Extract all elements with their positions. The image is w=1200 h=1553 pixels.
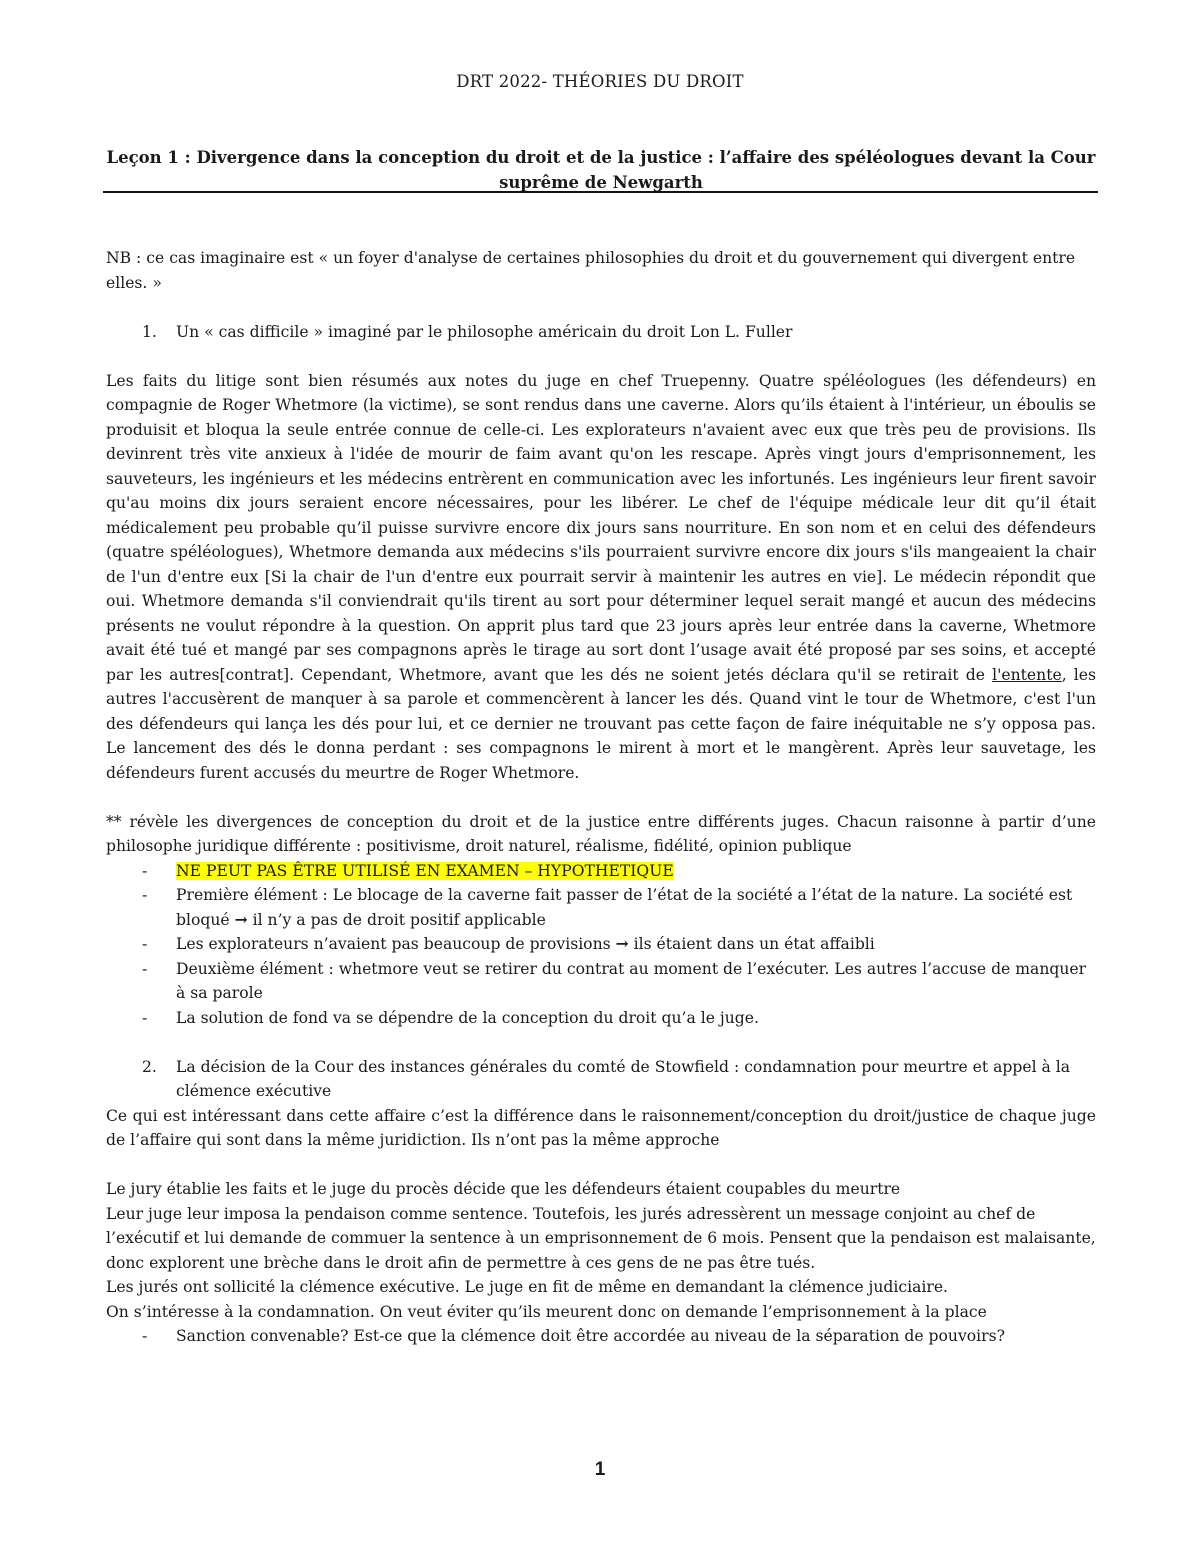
section-1-title: Un « cas difficile » imaginé par le philosophe américain du droit Lon L. Fuller bbox=[176, 322, 793, 341]
jury-line-3: Les jurés ont sollicité la clémence exécutive. Le juge en fit de même en demandant la clémence judiciaire. bbox=[106, 1278, 949, 1296]
section-2-title: La décision de la Cour des instances générales du comté de Stowfield : condamnation pour meurtre et appel à la clémence exécutive bbox=[176, 1057, 1071, 1100]
title-divider bbox=[103, 191, 1098, 193]
dash-marker: - bbox=[142, 1327, 148, 1345]
jury-line-2: Leur juge leur imposa la pendaison comme sentence. Toutefois, les jurés adressèrent un message conjoint au chef de l’exécutif et lui demande de commuer la sentence à un emprisonnement de 6 mois. Pensent que la pendaison est malaisante, donc explorent une brèche dans le droit afin de permettre à ces gens de ne pas être tués. bbox=[106, 1204, 1096, 1272]
list-item bbox=[142, 1006, 1096, 1031]
course-title: DRT 2022- THÉORIES DU DROIT bbox=[456, 72, 744, 91]
highlighted-warning: NE PEUT PAS ÊTRE UTILISÉ EN EXAMEN – HYPOTHETIQUE bbox=[176, 861, 674, 880]
dash-marker: - bbox=[142, 861, 148, 880]
analysis-list bbox=[106, 859, 1096, 1031]
list-item-text: il n’y a pas de droit positif applicable bbox=[247, 910, 546, 929]
list-item bbox=[142, 932, 1096, 957]
section-1-number: 1. bbox=[142, 322, 157, 341]
spacer bbox=[106, 785, 1096, 810]
section-2-heading bbox=[142, 1055, 1096, 1104]
dash-marker: - bbox=[142, 935, 148, 953]
lesson-title: Leçon 1 : Divergence dans la conception du droit et de la justice : l’affaire des spéléologues devant la Cour suprême de Newgarth bbox=[106, 148, 1096, 192]
list-item bbox=[142, 859, 1096, 884]
list-item-text: Deuxième élément : whetmore veut se retirer du contrat au moment de l’exécuter. Les autres l’accuse de manquer à sa parole bbox=[176, 959, 1087, 1002]
facts-paragraph bbox=[106, 369, 1096, 786]
facts-text-end: , les autres l'accusèrent de manquer à sa parole et commencèrent à lancer les dés. Quand vint le tour de Whetmore, c'est l'un des défendeurs qui lança les dés pour lui, et ce dernier ne trouvant pas cette façon de faire inéquitable ne s’y opposa pas. Le lancement des dés le donna perdant : ses compagnons le mirent à mort et le mangèrent. Après leur sauvetage, les défendeurs furent accusés du meurtre de Roger Whetmore. bbox=[106, 665, 1096, 782]
list-item-text: Les explorateurs n’avaient pas beaucoup de provisions bbox=[176, 935, 616, 953]
list-item-text: Première élément : Le blocage de la caverne fait passer de l’état de la société a l’état de la nature. La société est bloqué bbox=[176, 886, 1073, 929]
list-item bbox=[142, 1324, 1096, 1349]
dash-marker: - bbox=[142, 959, 148, 978]
spacer bbox=[106, 295, 1096, 320]
interest-paragraph: Ce qui est intéressant dans cette affaire c’est la différence dans le raisonnement/conception du droit/justice de chaque juge de l’affaire qui sont dans la même juridiction. Ils n’ont pas la même approche bbox=[106, 1106, 1096, 1149]
facts-text-start: Les faits du litige sont bien résumés aux notes du juge en chef Truepenny. Quatre spéléologues (les défendeurs) en compagnie de Roger Whetmore (la victime), se sont rendus dans une caverne. Alors qu’ils étaient à l'intérieur, un éboulis se produisit et bloqua la seule entrée connue de celle-ci. Les explorateurs n'avaient avec eux que très peu de provisions. Ils devinrent très vite anxieux à l'idée de mourir de faim avant qu'on les rescape. Après vingt jours d'emprisonnement, les sauveteurs, les ingénieurs et les médecins entrèrent en communication avec les infortunés. Les ingénieurs leur firent savoir qu'au moins dix jours seraient encore nécessaires, pour les libérer. Le chef de l'équipe médicale leur dit qu’il était médicalement peu probable qu’il puisse survivre encore dix jours sans nourriture. En son nom et en celui des défendeurs (quatre spéléologues), Whetmore demanda aux médecins s'ils pourraient survivre encore dix jours s'ils mangeaient la chair de l'un d'entre eux [Si la chair de l'un d'entre eux pourrait servir à maintenir les autres en vie]. Le médecin répondit que oui. Whetmore demanda s'il conviendrait qu'ils tirent au sort pour déterminer lequel serait mangé et aucun des médecins présents ne voulut répondre à la question. On apprit plus tard que 23 jours après leur entrée dans la caverne, Whetmore avait été tué et mangé par ses compagnons après le tirage au sort dont l’usage avait été proposé par ses soins, et accepté par les autres[contrat]. Cependant, Whetmore, avant que les dés ne soient jetés déclara qu'il se retirait de bbox=[106, 371, 1096, 684]
document-body bbox=[106, 246, 1096, 1349]
list-item bbox=[142, 883, 1096, 932]
spacer bbox=[106, 1030, 1096, 1055]
arrow-right-icon: → bbox=[234, 909, 248, 929]
arrow-right-icon: → bbox=[615, 934, 629, 953]
section-2-number: 2. bbox=[142, 1057, 157, 1076]
list-item bbox=[142, 957, 1096, 1006]
spacer bbox=[106, 344, 1096, 369]
dash-marker: - bbox=[142, 886, 148, 904]
spacer bbox=[106, 1153, 1096, 1178]
list-item-text: ils étaient dans un état affaibli bbox=[628, 935, 875, 953]
list-item-text: Sanction convenable? Est-ce que la clémence doit être accordée au niveau de la séparation de pouvoirs? bbox=[176, 1327, 1005, 1345]
nb-paragraph: NB : ce cas imaginaire est « un foyer d'analyse de certaines philosophies du droit et du gouvernement qui divergent entre elles. » bbox=[106, 249, 1076, 292]
section-1-heading bbox=[142, 320, 1096, 345]
list-item-text: La solution de fond va se dépendre de la conception du droit qu’a le juge. bbox=[176, 1008, 759, 1027]
jury-line-1: Le jury établie les faits et le juge du procès décide que les défendeurs étaient coupables du meurtre bbox=[106, 1180, 901, 1198]
page-number: 1 bbox=[594, 1459, 606, 1480]
question-list bbox=[106, 1324, 1096, 1349]
underlined-word-entente: l'entente bbox=[992, 665, 1062, 684]
dash-marker: - bbox=[142, 1008, 148, 1027]
jury-line-4: On s’intéresse à la condamnation. On veut éviter qu’ils meurent donc on demande l’emprisonnement à la place bbox=[106, 1302, 987, 1321]
divergence-paragraph: ** révèle les divergences de conception du droit et de la justice entre différents juges. Chacun raisonne à partir d’une philosophe juridique différente : positivisme, droit naturel, réalisme, fidélité, opinion publique bbox=[106, 812, 1096, 855]
